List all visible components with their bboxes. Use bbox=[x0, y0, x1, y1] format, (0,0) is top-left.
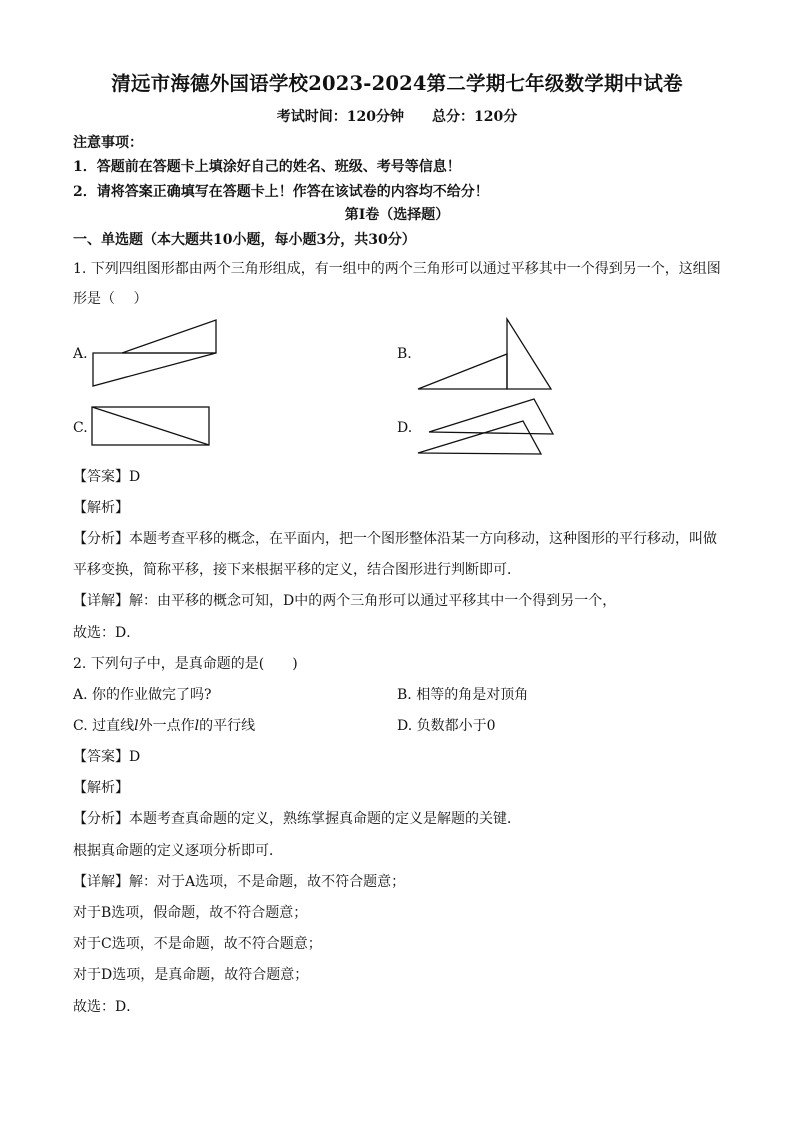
q1-detail-line1 bbox=[73, 590, 616, 610]
detail-text: 解：对于A选项，不是命题，故不符合题意； bbox=[129, 874, 406, 890]
answer-tag: 【答案】 bbox=[73, 469, 129, 485]
notes-heading: 注意事项： bbox=[73, 135, 143, 151]
q1-option-b-label: B. bbox=[397, 346, 412, 362]
q1-figure-c bbox=[90, 405, 214, 449]
q1-option-c-label: C. bbox=[73, 420, 88, 436]
exam-title: 清远市海德外国语学校2023-2024第二学期七年级数学期中试卷 bbox=[111, 72, 683, 95]
analysis-tag: 【分析】 bbox=[73, 811, 129, 827]
q1-option-d-label: D. bbox=[397, 420, 413, 436]
var-l: l bbox=[194, 718, 200, 734]
part-title: 一、单选题（本大题共10小题，每小题3分，共30分） bbox=[73, 232, 416, 248]
option-c-prefix: C. 过直线 bbox=[73, 718, 135, 734]
triangle-upper bbox=[429, 399, 553, 434]
analysis-text: 本题考查平移的概念，在平面内，把一个图形整体沿某一方向移动，这种图形的平行移动，叫做 bbox=[129, 531, 717, 547]
q1-stem-line1: 1. 下列四组图形都由两个三角形组成，有一组中的两个三角形可以通过平移其中一个得到另一个，这组图 bbox=[73, 261, 721, 277]
detail-tag: 【详解】 bbox=[73, 874, 129, 890]
q1-answer bbox=[73, 466, 140, 486]
q2-option-a: A. 你的作业做完了吗? bbox=[73, 687, 212, 703]
q2-option-b: B. 相等的角是对顶角 bbox=[397, 687, 529, 703]
q1-stem-line2: 形是（ ） bbox=[73, 291, 148, 307]
q1-analysis-heading: 【解析】 bbox=[73, 500, 129, 516]
q1-analysis-line1 bbox=[73, 528, 717, 548]
triangle-left bbox=[418, 354, 507, 389]
q2-detail-line3: 对于C选项，不是命题，故不符合题意； bbox=[73, 936, 322, 952]
triangle-upper bbox=[122, 320, 216, 353]
note-item-1: 1．答题前在答题卡上填涂好自己的姓名、班级、考号等信息！ bbox=[73, 159, 461, 175]
q2-analysis-heading: 【解析】 bbox=[73, 780, 129, 796]
note-item-2: 2．请将答案正确填写在答题卡上！作答在该试卷的内容均不给分！ bbox=[73, 184, 489, 200]
q2-stem: 2. 下列句子中，是真命题的是( ) bbox=[73, 656, 298, 672]
exam-time: 考试时间：120分钟 bbox=[276, 109, 404, 125]
triangle-lower bbox=[418, 421, 541, 454]
answer-value: D bbox=[129, 749, 141, 765]
q1-analysis-line2: 平移变换，简称平移，接下来根据平移的定义，结合图形进行判断即可． bbox=[73, 562, 521, 578]
triangle-right bbox=[507, 319, 551, 389]
q1-option-a-label: A. bbox=[73, 346, 88, 362]
q1-figure-d bbox=[414, 397, 556, 457]
q2-option-d: D. 负数都小于0 bbox=[397, 718, 496, 734]
total-score: 总分：120分 bbox=[432, 109, 518, 125]
diagonal bbox=[92, 407, 209, 445]
q2-analysis-line1 bbox=[73, 808, 521, 828]
q2-answer bbox=[73, 746, 140, 766]
volume-title: 第I卷（选择题） bbox=[344, 207, 450, 223]
q1-figure-b bbox=[415, 316, 555, 392]
answer-value: D bbox=[129, 469, 141, 485]
detail-tag: 【详解】 bbox=[73, 593, 129, 609]
q2-option-c bbox=[73, 715, 255, 735]
q2-detail-line4: 对于D选项，是真命题，故符合题意； bbox=[73, 967, 309, 983]
var-l: l bbox=[134, 718, 139, 734]
analysis-tag: 【分析】 bbox=[73, 531, 129, 547]
option-c-mid: 外一点作 bbox=[138, 718, 195, 734]
q1-figure-a bbox=[90, 318, 220, 390]
q2-analysis-line2: 根据真命题的定义逐项分析即可． bbox=[73, 843, 283, 859]
q2-conclusion: 故选：D． bbox=[73, 999, 141, 1015]
q1-conclusion: 故选：D． bbox=[73, 625, 141, 641]
answer-tag: 【答案】 bbox=[73, 749, 129, 765]
option-c-suffix: 的平行线 bbox=[199, 718, 256, 734]
analysis-text: 本题考查真命题的定义，熟练掌握真命题的定义是解题的关键． bbox=[129, 811, 521, 827]
triangle-lower bbox=[93, 353, 216, 386]
detail-text: 解：由平移的概念可知，D中的两个三角形可以通过平移其中一个得到另一个， bbox=[129, 593, 617, 609]
q2-detail-line2: 对于B选项，假命题，故不符合题意； bbox=[73, 905, 308, 921]
q2-detail-line1 bbox=[73, 871, 405, 891]
exam-info bbox=[0, 106, 794, 126]
